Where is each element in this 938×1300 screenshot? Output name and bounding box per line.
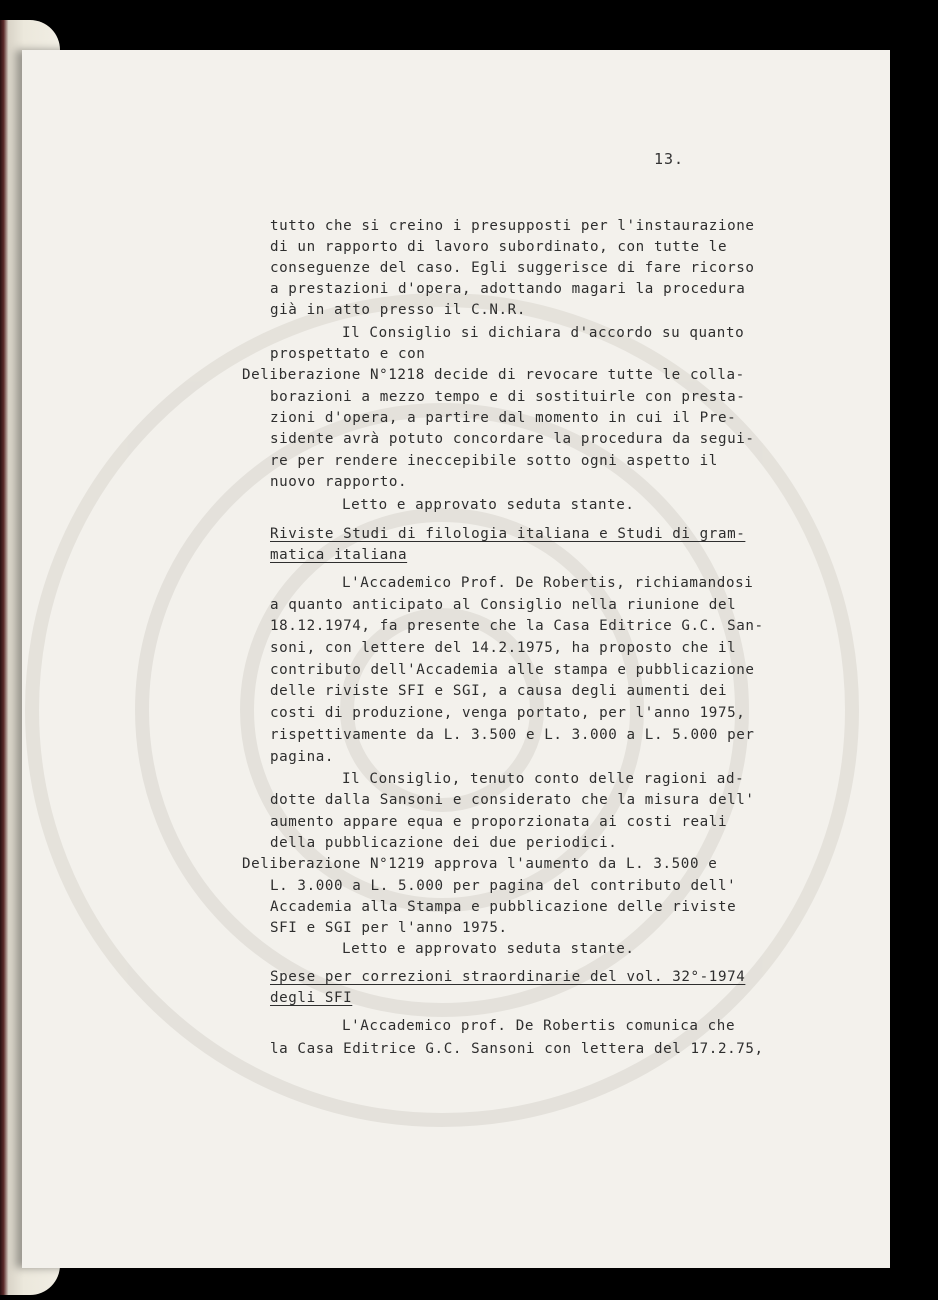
section-heading: degli SFI	[270, 990, 353, 1006]
text-line: Letto e approvato seduta stante.	[342, 941, 635, 957]
text-line: a prestazioni d'opera, adottando magari la procedura	[270, 281, 746, 297]
text-line: SFI e SGI per l'anno 1975.	[270, 920, 508, 936]
text-line: a quanto anticipato al Consiglio nella riunione del	[270, 597, 737, 613]
text-line: contributo dell'Accademia alle stampa e pubblicazione	[270, 662, 755, 678]
text-line: già in atto presso il C.N.R.	[270, 302, 526, 318]
text-line: L'Accademico Prof. De Robertis, richiamandosi	[342, 575, 754, 591]
text-line: Il Consiglio si dichiara d'accordo su quanto	[342, 325, 745, 341]
text-line: nuovo rapporto.	[270, 474, 408, 490]
text-line: tutto che si creino i presupposti per l'instaurazione	[270, 218, 755, 234]
text-line: conseguenze del caso. Egli suggerisce di fare ricorso	[270, 260, 755, 276]
section-heading: matica italiana	[270, 547, 408, 563]
text-line: Letto e approvato seduta stante.	[342, 497, 635, 513]
text-line: la Casa Editrice G.C. Sansoni con lettera del 17.2.75,	[270, 1041, 764, 1057]
text-line: 18.12.1974, fa presente che la Casa Editrice G.C. San-	[270, 618, 764, 634]
page-number: 13.	[654, 150, 685, 168]
text-line: Accademia alla Stampa e pubblicazione delle riviste	[270, 899, 737, 915]
text-line: Il Consiglio, tenuto conto delle ragioni ad-	[342, 771, 745, 787]
text-line: aumento appare equa e proporzionata ai costi reali	[270, 814, 728, 830]
text-line: zioni d'opera, a partire dal momento in cui il Pre-	[270, 410, 737, 426]
text-line: costi di produzione, venga portato, per l'anno 1975,	[270, 705, 746, 721]
section-heading: Riviste Studi di filologia italiana e Studi di gram-	[270, 526, 746, 542]
text-line: sidente avrà potuto concordare la procedura da segui-	[270, 431, 755, 447]
text-line: delle riviste SFI e SGI, a causa degli aumenti dei	[270, 683, 728, 699]
deliberation-line: Deliberazione N°1219 approva l'aumento da L. 3.500 e	[242, 856, 718, 872]
text-line: della pubblicazione dei due periodici.	[270, 835, 618, 851]
text-line: L'Accademico prof. De Robertis comunica che	[342, 1018, 736, 1034]
text-line: soni, con lettere del 14.2.1975, ha proposto che il	[270, 640, 737, 656]
text-line: L. 3.000 a L. 5.000 per pagina del contributo dell'	[270, 878, 737, 894]
text-line: rispettivamente da L. 3.500 e L. 3.000 a L. 5.000 per	[270, 727, 755, 743]
text-line: dotte dalla Sansoni e considerato che la misura dell'	[270, 792, 755, 808]
document-page	[22, 50, 890, 1268]
text-line: prospettato e con	[270, 346, 426, 362]
text-line: pagina.	[270, 749, 334, 765]
text-line: re per rendere ineccepibile sotto ogni aspetto il	[270, 453, 718, 469]
section-heading: Spese per correzioni straordinarie del vol. 32°-1974	[270, 969, 746, 985]
text-line: borazioni a mezzo tempo e di sostituirle con presta-	[270, 389, 746, 405]
deliberation-line: Deliberazione N°1218 decide di revocare tutte le colla-	[242, 367, 745, 383]
text-line: di un rapporto di lavoro subordinato, con tutte le	[270, 239, 728, 255]
